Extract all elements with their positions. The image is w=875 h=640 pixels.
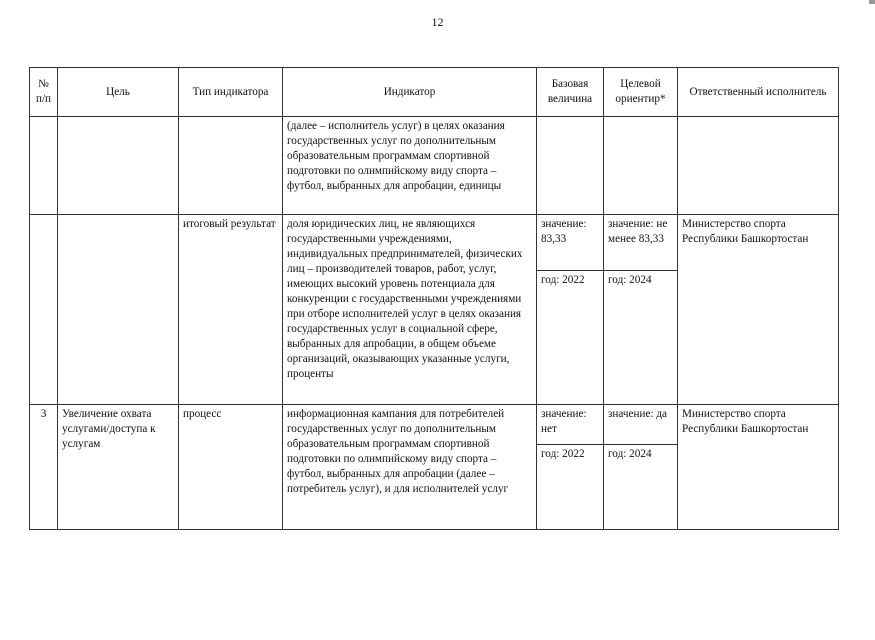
header-goal: Цель <box>58 68 179 117</box>
table-row-continuation <box>30 117 839 215</box>
cell-base-year: год: 2022 <box>537 445 604 530</box>
cell-indicator: информационная кампания для потребителей государственных услуг по дополнительным образовательным программам спортивной подготовки по олимпийскому виду спорта – футбол, выбранных для апробации (далее – потребитель услуг), и для исполнителей услуг <box>283 405 537 530</box>
cell-num <box>30 117 58 215</box>
cell-indicator: доля юридических лиц, не являющихся государственными учреждениями, индивидуальных предпринимателей, физических лиц – производителей товаров, работ, услуг, имеющих высокий уровень потенциала для конкуренции с государственными учреждениями при отборе исполнителей услуг в целях оказания государственных услуг в социальной сфере, выбранных для апробации, в общем объеме организаций, оказывающих указанные услуги, проценты <box>283 215 537 405</box>
cell-base-year: год: 2022 <box>537 271 604 405</box>
cell-goal <box>58 117 179 215</box>
header-type: Тип индикатора <box>179 68 283 117</box>
cell-goal <box>58 215 179 405</box>
cell-base <box>537 117 604 215</box>
cell-target <box>604 117 678 215</box>
cell-type <box>179 117 283 215</box>
cell-goal: Увеличение охвата услугами/доступа к услугам <box>58 405 179 530</box>
cell-num: 3 <box>30 405 58 530</box>
cell-type: процесс <box>179 405 283 530</box>
page-number: 12 <box>431 15 444 29</box>
cell-target-value: значение: да <box>604 405 678 445</box>
cell-base-value: значение: нет <box>537 405 604 445</box>
cell-num <box>30 215 58 405</box>
table-header-row <box>30 68 839 117</box>
table-row-3a <box>30 405 839 445</box>
cell-target-year: год: 2024 <box>604 271 678 405</box>
cell-target-value: значение: не менее 83,33 <box>604 215 678 271</box>
cell-indicator: (далее – исполнитель услуг) в целях оказания государственных услуг по дополнительным образовательным программам спортивной подготовки по олимпийскому виду спорта – футбол, выбранных для апробации, единицы <box>283 117 537 215</box>
table-row-result-a <box>30 215 839 271</box>
header-num: № п/п <box>30 68 58 117</box>
header-indicator: Индикатор <box>283 68 537 117</box>
cell-responsible <box>678 117 839 215</box>
corner-mark <box>869 0 875 4</box>
cell-base-value: значение: 83,33 <box>537 215 604 271</box>
header-base: Базовая величина <box>537 68 604 117</box>
indicators-table <box>29 67 839 530</box>
cell-target-year: год: 2024 <box>604 445 678 530</box>
header-responsible: Ответственный исполнитель <box>678 68 839 117</box>
cell-responsible: Министерство спорта Республики Башкортостан <box>678 215 839 405</box>
cell-type: итоговый результат <box>179 215 283 405</box>
cell-responsible: Министерство спорта Республики Башкортостан <box>678 405 839 530</box>
header-target: Целевой ориентир* <box>604 68 678 117</box>
